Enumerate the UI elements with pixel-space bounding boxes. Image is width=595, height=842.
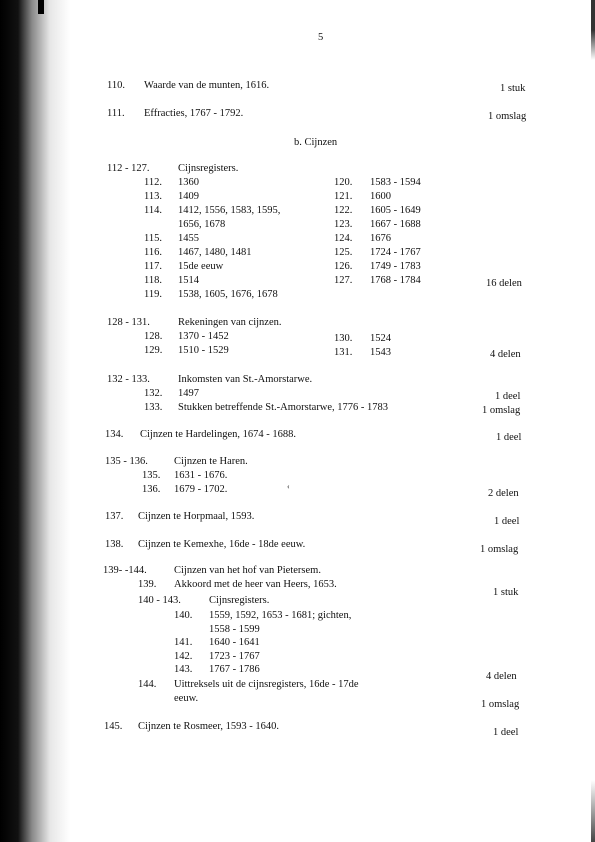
scan-mark-top [38,0,44,14]
item-value: 1538, 1605, 1676, 1678 [178,289,278,300]
entry-135-title: Cijnzen te Haren. [174,456,248,467]
item-value: 1600 [370,191,391,202]
item-number: 143. [174,664,193,675]
item-number: 127. [334,275,353,286]
entry-134-quantity: 1 deel [496,432,522,443]
scan-shadow-right [591,0,595,842]
entry-138-quantity: 1 omslag [480,544,519,555]
item-number: 118. [144,275,162,286]
entry-112-range: 112 - 127. [107,163,150,174]
subentry-140-title: Cijnsregisters. [209,595,270,606]
item-number: 117. [144,261,162,272]
item-number: 140. [174,610,193,621]
item-value: 1605 - 1649 [370,205,421,216]
page-number: 5 [318,32,324,43]
item-value: 1497 [178,388,199,399]
entry-145-number: 145. [104,721,123,732]
item-value: 1370 - 1452 [178,331,229,342]
entry-110-number: 110. [107,80,125,91]
entry-145-title: Cijnzen te Rosmeer, 1593 - 1640. [138,721,280,732]
subentry-140-range: 140 - 143. [138,595,181,606]
entry-128-range: 128 - 131. [107,317,150,328]
entry-132-title: Inkomsten van St.-Amorstarwe. [178,374,313,385]
scan-speck: ‹ [287,482,290,491]
entry-145-quantity: 1 deel [493,727,519,738]
item-value: 1749 - 1783 [370,261,421,272]
entry-112-title: Cijnsregisters. [178,163,239,174]
subentry-140-quantity: 4 delen [486,671,517,682]
item-number: 139. [138,579,157,590]
item-value: 1631 - 1676. [174,470,228,481]
item-number: 122. [334,205,353,216]
item-value: 1583 - 1594 [370,177,421,188]
item-value: 1543 [370,347,391,358]
item-number: 113. [144,191,162,202]
item-value: Uittreksels uit de cijnsregisters, 16de - 17de [174,679,359,690]
item-number: 130. [334,333,353,344]
item-value-continued: 1656, 1678 [178,219,226,230]
item-number: 124. [334,233,353,244]
item-value: 1724 - 1767 [370,247,421,258]
entry-137-title: Cijnzen te Horpmaal, 1593. [138,511,255,522]
entry-138-number: 138. [105,539,124,550]
item-quantity: 1 omslag [481,699,520,710]
item-number: 144. [138,679,157,690]
item-value-continued: 1558 - 1599 [209,624,260,635]
item-number: 115. [144,233,162,244]
item-value: 1676 [370,233,391,244]
item-number: 131. [334,347,353,358]
item-number: 128. [144,331,163,342]
entry-112-quantity: 16 delen [486,278,522,289]
entry-139-title: Cijnzen van het hof van Pietersem. [174,565,321,576]
item-number: 121. [334,191,353,202]
entry-110-title: Waarde van de munten, 1616. [144,80,270,91]
item-value: 1767 - 1786 [209,664,260,675]
item-value: 1467, 1480, 1481 [178,247,252,258]
item-quantity: 1 stuk [493,587,519,598]
item-value: 1510 - 1529 [178,345,229,356]
item-value: 1524 [370,333,391,344]
entry-128-title: Rekeningen van cijnzen. [178,317,282,328]
item-value: 1667 - 1688 [370,219,421,230]
item-number: 135. [142,470,161,481]
entry-137-quantity: 1 deel [494,516,520,527]
entry-138-title: Cijnzen te Kemexhe, 16de - 18de eeuw. [138,539,306,550]
entry-111-title: Effracties, 1767 - 1792. [144,108,244,119]
entry-134-number: 134. [105,429,124,440]
scan-shadow-left [0,0,70,842]
item-value-continued: eeuw. [174,693,199,704]
entry-132-range: 132 - 133. [107,374,150,385]
entry-134-title: Cijnzen te Hardelingen, 1674 - 1688. [140,429,297,440]
item-value: 1514 [178,275,199,286]
item-value: 1679 - 1702. [174,484,228,495]
section-title: b. Cijnzen [294,137,338,148]
entry-137-number: 137. [105,511,124,522]
entry-110-quantity: 1 stuk [500,83,526,94]
item-number: 132. [144,388,163,399]
item-value: 1559, 1592, 1653 - 1681; gichten, [209,610,352,621]
entry-135-range: 135 - 136. [105,456,148,467]
entry-111-quantity: 1 omslag [488,111,527,122]
entry-135-quantity: 2 delen [488,488,519,499]
item-number: 112. [144,177,162,188]
item-value: 1768 - 1784 [370,275,421,286]
entry-128-quantity: 4 delen [490,349,521,360]
entry-139-range: 139- -144. [103,565,147,576]
item-value: 1640 - 1641 [209,637,260,648]
item-number: 116. [144,247,162,258]
item-value: 1723 - 1767 [209,651,260,662]
entry-111-number: 111. [107,108,125,119]
item-number: 126. [334,261,353,272]
item-value: 1455 [178,233,199,244]
item-number: 123. [334,219,353,230]
item-number: 136. [142,484,161,495]
item-value: Stukken betreffende St.-Amorstarwe, 1776 - 1783 [178,402,389,413]
item-value: 1412, 1556, 1583, 1595, [178,205,281,216]
item-number: 125. [334,247,353,258]
item-value: 1409 [178,191,199,202]
item-value: 15de eeuw [178,261,224,272]
item-number: 119. [144,289,162,300]
item-number: 142. [174,651,193,662]
item-number: 120. [334,177,353,188]
item-number: 114. [144,205,162,216]
item-number: 129. [144,345,163,356]
item-value: Akkoord met de heer van Heers, 1653. [174,579,337,590]
item-value: 1360 [178,177,199,188]
item-number: 133. [144,402,163,413]
item-quantity: 1 deel [495,391,521,402]
item-quantity: 1 omslag [482,405,521,416]
item-number: 141. [174,637,193,648]
